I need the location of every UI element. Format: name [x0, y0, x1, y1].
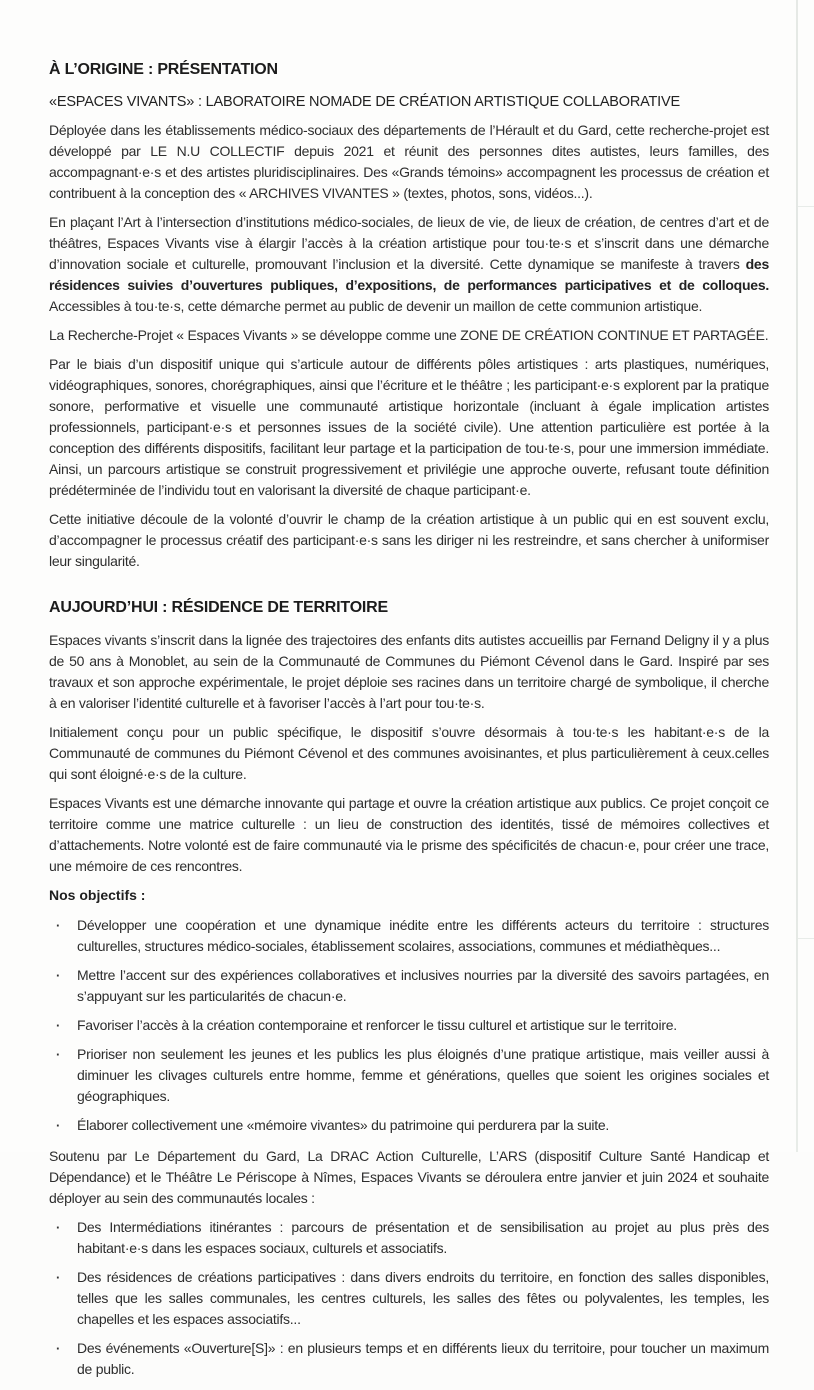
scanner-edge-line — [796, 0, 798, 1152]
objective-text: Prioriser non seulement les jeunes et les publics les plus éloignés d’une pratique artistique, mais veiller aussi à diminuer les clivages culturels entre homme, femme et générations, quelles que soient les origines sociales et géographiques. — [77, 1046, 769, 1104]
objective-text: Élaborer collectivement une «mémoire vivantes» du patrimoine qui perdurera par la suite. — [77, 1117, 610, 1133]
para-biais: Par le biais d’un dispositif unique qui s’articule autour de différents pôles artistiques : arts plastiques, numériques, vidéographiques, sonores, chorégraphiques, ainsi que l’écriture et le théâtre ; les participant·e·s explorent par la pratique sonore, performative et visuelle une communauté artistique horizontale (incluant à égale implication artistes professionnels, participant·e·s et personnes issues de la société civile). Une attention particulière est portée à la conception des différents dispositifs, facilitant leur partage et la participation de tou·te·s, pour une immersion immédiate. Ainsi, un parcours artistique se construit progressivement et privilégie une approche ouverte, refusant toute définition prédéterminée de l’individu tout en valorisant la diversité de chaque participant·e. — [49, 356, 769, 498]
objective-item — [49, 1015, 769, 1036]
action-text: Des résidences de créations participatives : dans divers endroits du territoire, en fonction des salles disponibles, telles que les salles communales, les centres culturels, les salles des fêtes ou polyvalentes, les temples, les chapelles et les espaces associatifs... — [77, 1269, 769, 1327]
action-item — [49, 1267, 769, 1330]
section-origine-heading: À L’ORIGINE : PRÉSENTATION — [49, 61, 278, 78]
bullet-marker: · — [56, 1341, 61, 1356]
para-demarche: Espaces Vivants est une démarche innovante qui partage et ouvre la création artistique aux publics. Ce projet conçoit ce territoire comme une matrice culturelle : un lieu de construction des identités, tissé de mémoires collectives et d’attachements. Notre volonté est de faire communauté via le prisme des spécificités de chacun·e, pour créer une trace, une mémoire de ces rencontres. — [49, 795, 769, 874]
bullet-marker: · — [56, 1018, 61, 1033]
action-item — [49, 1338, 769, 1380]
document-content — [49, 61, 769, 1390]
bullet-marker: · — [56, 1118, 61, 1133]
section-origine-subheading: «ESPACES VIVANTS» : LABORATOIRE NOMADE DE CRÉATION ARTISTIQUE COLLABORATIVE — [49, 94, 680, 110]
objective-item — [49, 915, 769, 957]
objectives-list — [49, 915, 769, 1136]
bullet-marker: · — [56, 918, 61, 933]
objective-text: Développer une coopération et une dynamique inédite entre les différents acteurs du territoire : structures culturelles, structures médico-sociales, établissement scolaires, associations, communes et médiathèques... — [77, 917, 769, 954]
objectives-label: Nos objectifs : — [49, 887, 146, 903]
action-item — [49, 1217, 769, 1259]
para-lignee: Espaces vivants s’inscrit dans la lignée des trajectoires des enfants dits autistes accueillis par Fernand Deligny il y a plus de 50 ans à Monoblet, au sein de la Communauté de Communes du Piémont Cévenol dans le Gard. Inspiré par ses travaux et son approche expérimentale, le projet déploie ses racines dans un territoire chargé de symbolique, il cherche à en valoriser l’identité culturelle et à favoriser l’accès à l’art pour tou·te·s. — [49, 632, 769, 711]
text-run: En plaçant l’Art à l’intersection d’institutions médico-sociales, de lieux de vie, de lieux de création, de centres d’art et de théâtres, Espaces Vivants vise à élargir l’accès à la création artistique pour tou·te·s et s’inscrit dans une démarche d’innovation sociale et culturelle, promouvant l’inclusion et la diversité. Cette dynamique se manifeste à travers — [49, 214, 769, 272]
para-deployee: Déployée dans les établissements médico-sociaux des départements de l’Hérault et du Gard, cette recherche-projet est développé par LE N.U COLLECTIF depuis 2021 et réunit des personnes dites autistes, leurs familles, des accompagnant·e·s et des artistes pluridisciplinaires. Des «Grands témoins» accompagnent les processus de création et contribuent à la conception des « ARCHIVES VIVANTES » (textes, photos, sons, vidéos...). — [49, 122, 769, 201]
scanner-artifact-tick — [798, 206, 814, 207]
text-run: Accessibles à tou·te·s, cette démarche permet au public de devenir un maillon de cette communion artistique. — [49, 298, 703, 314]
para-recherche: La Recherche-Projet « Espaces Vivants » se développe comme une ZONE DE CRÉATION CONTINUE ET PARTAGÉE. — [49, 327, 769, 343]
objective-item — [49, 965, 769, 1007]
bullet-marker: · — [56, 1220, 61, 1235]
bullet-marker: · — [56, 968, 61, 983]
actions-list — [49, 1217, 769, 1380]
para-placant — [49, 212, 769, 317]
objective-item — [49, 1044, 769, 1107]
action-text: Des Intermédiations itinérantes : parcours de présentation et de sensibilisation au projet au plus près des habitant·e·s dans les espaces sociaux, culturels et associatifs. — [77, 1219, 769, 1256]
para-initialement: Initialement conçu pour un public spécifique, le dispositif s’ouvre désormais à tou·te·s les habitant·e·s de la Communauté de communes du Piémont Cévenol et des communes avoisinantes, et plus particulièrement à ceux.celles qui sont éloigné·e·s de la culture. — [49, 724, 769, 782]
objective-text: Favoriser l’accès à la création contemporaine et renforcer le tissu culturel et artistique sur le territoire. — [77, 1017, 677, 1033]
text-run-bold: des résidences suivies d’ouvertures publiques, d’expositions, de performances participatives et de colloques. — [49, 256, 769, 293]
para-soutenu: Soutenu par Le Département du Gard, La DRAC Action Culturelle, L’ARS (dispositif Culture Santé Handicap et Dépendance) et le Théâtre Le Périscope à Nîmes, Espaces Vivants se déroulera entre janvier et juin 2024 et souhaite déployer au sein des communautés locales : — [49, 1148, 769, 1206]
objective-item — [49, 1115, 769, 1136]
scanner-artifact-tick — [798, 938, 814, 939]
bullet-marker: · — [56, 1270, 61, 1285]
action-text: Des événements «Ouverture[S]» : en plusieurs temps et en différents lieux du territoire, pour toucher un maximum de public. — [77, 1340, 769, 1377]
objective-text: Mettre l’accent sur des expériences collaboratives et inclusives nourries par la diversité des savoirs partagées, en s’appuyant sur les particularités de chacun·e. — [77, 967, 769, 1004]
para-initiative: Cette initiative découle de la volonté d’ouvrir le champ de la création artistique à un public qui en est souvent exclu, d’accompagner le processus créatif des participant·e·s sans les diriger ni les restreindre, et sans chercher à uniformiser leur singularité. — [49, 511, 769, 569]
section-aujourdhui-heading: AUJOURD’HUI : RÉSIDENCE DE TERRITOIRE — [49, 599, 389, 616]
bullet-marker: · — [56, 1047, 61, 1062]
